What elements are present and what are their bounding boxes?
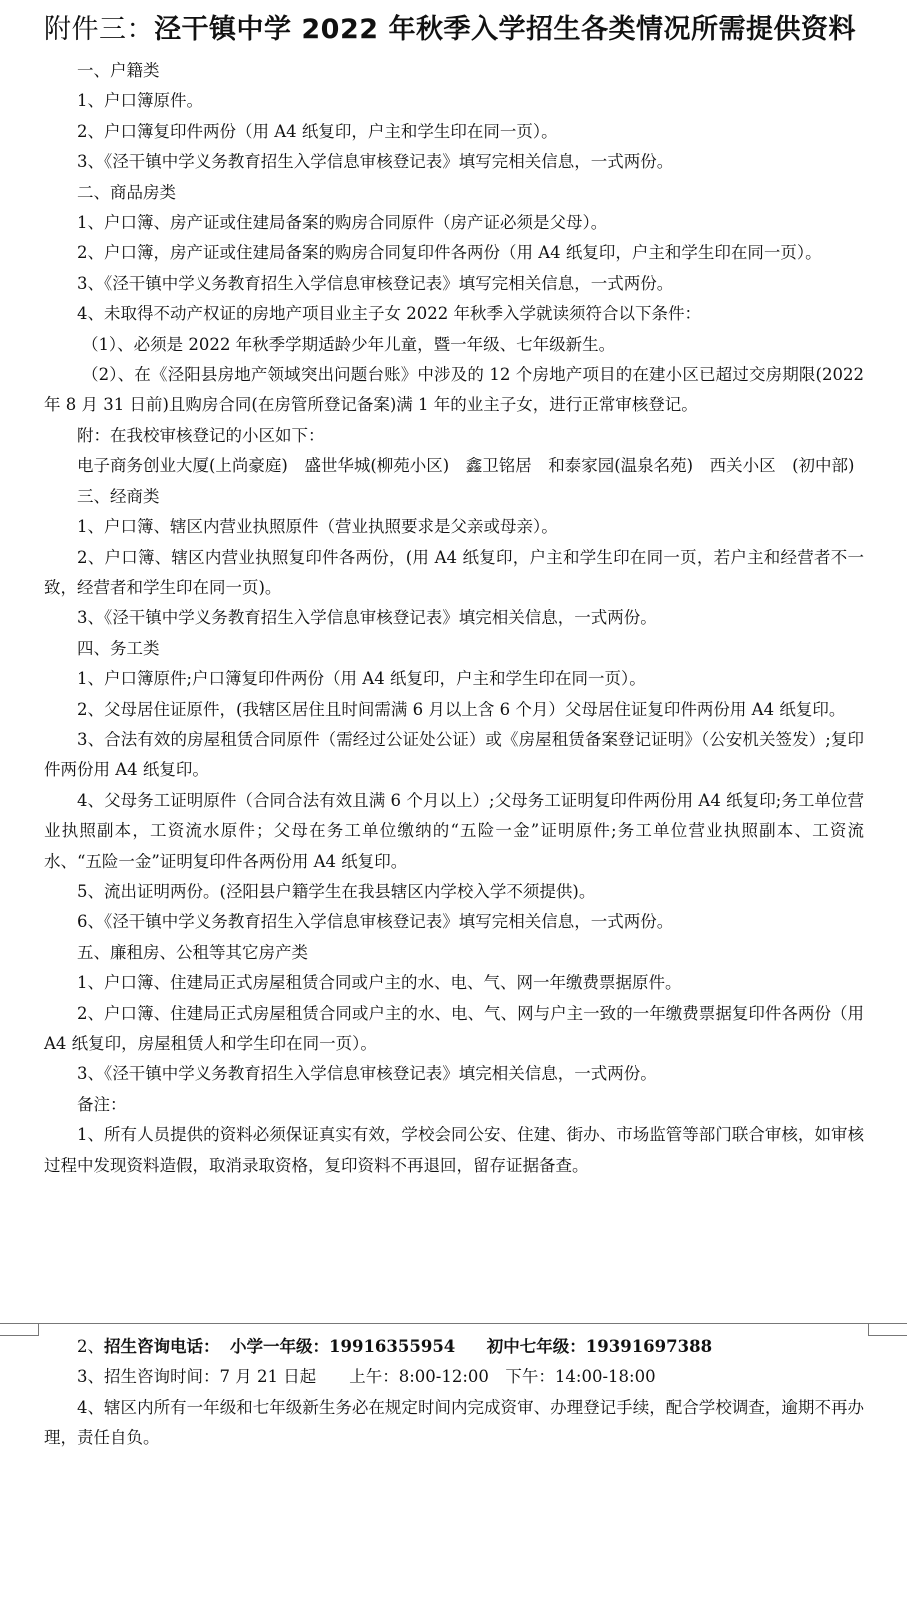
- paragraph: 1、户口簿、房产证或住建局备案的购房合同原件（房产证必须是父母）。: [77, 213, 608, 233]
- section-heading-business: 三、经商类: [77, 486, 160, 506]
- margin-mark-right: [868, 1323, 907, 1336]
- title-prefix: 附件三：: [44, 14, 154, 45]
- paragraph: 1、所有人员提供的资料必须保证真实有效，学校会同公安、住建、街办、市场监管等部门联合审核，如审核过程中发现资料造假，取消录取资格，复印资料不再退回，留存证据备查。: [44, 1125, 864, 1175]
- document-body: [44, 56, 864, 1181]
- phone-line: [44, 1332, 864, 1362]
- paragraph: 2、户口簿、辖区内营业执照复印件各两份，(用 A4 纸复印，户主和学生印在同一页，若户主和经营者不一致，经营者和学生印在同一页)。: [44, 547, 864, 597]
- paragraph: （2）、在《泾阳县房地产领域突出问题台账》中涉及的 12 个房地产项目的在建小区已超过交房期限(2022 年 8 月 31 日前)且购房合同(在房管所登记备案)满 1 年的业主子女，进行正常审核登记。: [44, 365, 864, 415]
- phone-number-prefix: 2、: [77, 1337, 104, 1356]
- primary-phone: 19916355954: [329, 1337, 456, 1356]
- paragraph: 1、户口簿原件;户口簿复印件两份（用 A4 纸复印，户主和学生印在同一页）。: [77, 669, 646, 689]
- paragraph: 1、户口簿、辖区内营业执照原件（营业执照要求是父亲或母亲）。: [77, 517, 558, 537]
- document-body-continued: [44, 1332, 864, 1454]
- phone-label: 招生咨询电话：: [104, 1337, 220, 1356]
- paragraph: 3、合法有效的房屋租赁合同原件（需经过公证处公证）或《房屋租赁备案登记证明》（公安机关签发）;复印件两份用 A4 纸复印。: [44, 729, 864, 780]
- paragraph: 3、《泾干镇中学义务教育招生入学信息审核登记表》填完相关信息，一式两份。: [77, 608, 657, 628]
- paragraph: 3、《泾干镇中学义务教育招生入学信息审核登记表》填写完相关信息，一式两份。: [77, 152, 674, 172]
- paragraph: 1、户口簿、住建局正式房屋租赁合同或户主的水、电、气、网一年缴费票据原件。: [77, 973, 682, 993]
- paragraph: 4、未取得不动产权证的房地产项目业主子女 2022 年秋季入学就读须符合以下条件：: [77, 304, 701, 324]
- paragraph: 5、流出证明两份。(泾阳县户籍学生在我县辖区内学校入学不须提供)。: [77, 881, 596, 901]
- notes-heading: 备注：: [77, 1094, 127, 1114]
- consultation-time: 3、招生咨询时间：7 月 21 日起 上午：8:00-12:00 下午：14:00-18:00: [77, 1367, 656, 1387]
- section-heading-commercial-housing: 二、商品房类: [77, 182, 176, 202]
- document-title: [44, 10, 904, 50]
- title-main: 泾干镇中学 2022 年秋季入学招生各类情况所需提供资料: [154, 14, 856, 45]
- section-heading-household: 一、户籍类: [77, 61, 160, 80]
- section-heading-migrant-work: 四、务工类: [77, 638, 160, 658]
- primary-grade-label: 小学一年级：: [230, 1337, 329, 1356]
- community-list: 电子商务创业大厦(上尚豪庭) 盛世华城(柳苑小区) 鑫卫铭居 和泰家园(温泉名苑) 西关小区 (初中部): [77, 456, 855, 476]
- paragraph: 1、户口簿原件。: [77, 91, 203, 111]
- paragraph: 2、父母居住证原件，(我辖区居住且时间需满 6 月以上含 6 个月）父母居住证复印件两份用 A4 纸复印。: [77, 699, 846, 719]
- margin-mark-left: [0, 1323, 39, 1336]
- paragraph: 3、《泾干镇中学义务教育招生入学信息审核登记表》填写完相关信息，一式两份。: [77, 273, 674, 293]
- paragraph: 6、《泾干镇中学义务教育招生入学信息审核登记表》填写完相关信息，一式两份。: [77, 912, 674, 932]
- middle-grade-label: 初中七年级：: [486, 1337, 586, 1356]
- paragraph: 2、户口簿，房产证或住建局备案的购房合同复印件各两份（用 A4 纸复印，户主和学生印在同一页）。: [77, 243, 822, 263]
- paragraph: 3、《泾干镇中学义务教育招生入学信息审核登记表》填完相关信息，一式两份。: [77, 1064, 657, 1084]
- registration-notice: 4、辖区内所有一年级和七年级新生务必在规定时间内完成资审、办理登记手续，配合学校调查，逾期不再办理，责任自负。: [44, 1397, 864, 1448]
- paragraph: 4、父母务工证明原件（合同合法有效且满 6 个月以上）;父母务工证明复印件两份用 A4 纸复印;务工单位营业执照副本，工资流水原件；父母在务工单位缴纳的“五险一金”证明原件;务工单位营业执照副本、工资流水、“五险一金”证明复印件各两份用 A4 纸复印。: [44, 790, 864, 871]
- middle-phone: 19391697388: [585, 1337, 713, 1356]
- paragraph: 2、户口簿复印件两份（用 A4 纸复印，户主和学生印在同一页）。: [77, 121, 558, 141]
- separator-line: [0, 1323, 907, 1324]
- section-heading-public-rental: 五、廉租房、公租等其它房产类: [77, 942, 308, 962]
- paragraph: 2、户口簿、住建局正式房屋租赁合同或户主的水、电、气、网与户主一致的一年缴费票据复印件各两份（用 A4 纸复印，房屋租赁人和学生印在同一页）。: [44, 1003, 864, 1053]
- paragraph: 附：在我校审核登记的小区如下：: [77, 425, 325, 445]
- paragraph: （1）、必须是 2022 年秋季学期适龄少年儿童，暨一年级、七年级新生。: [81, 334, 616, 354]
